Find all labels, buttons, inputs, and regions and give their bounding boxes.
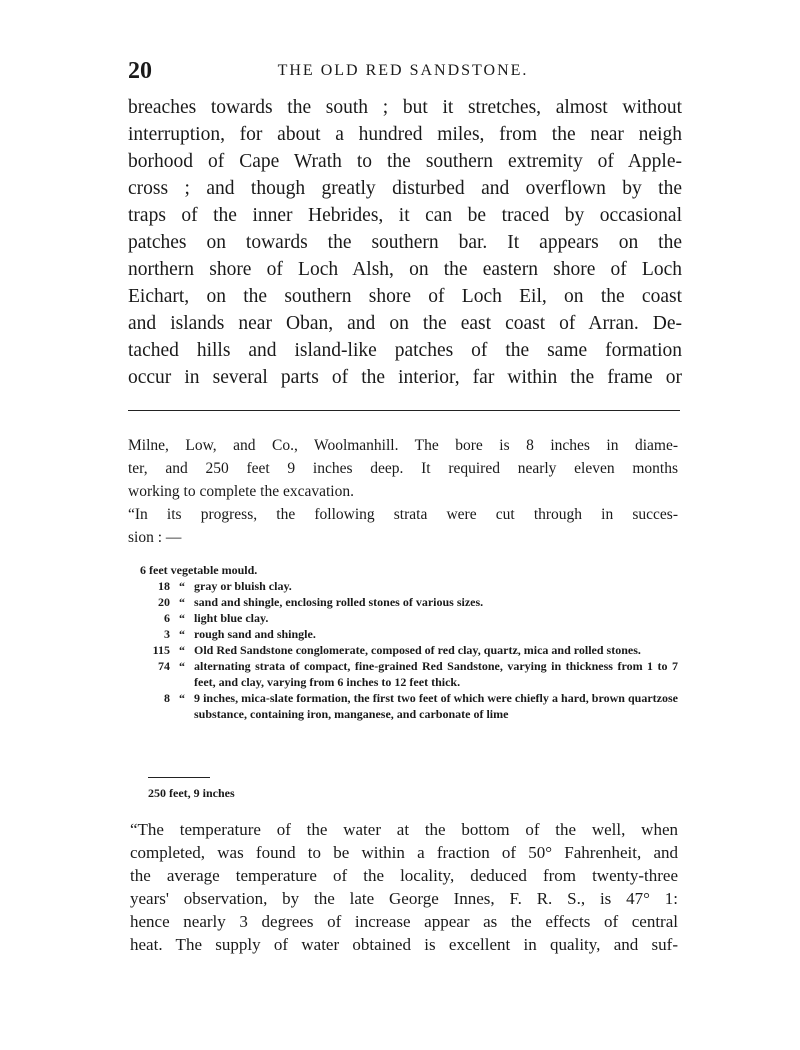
running-title: THE OLD RED SANDSTONE. bbox=[277, 62, 529, 79]
ditto-mark: “ bbox=[179, 627, 185, 641]
ditto-mark: “ bbox=[179, 579, 185, 593]
text-line: “The temperature of the water at the bottom of the well, when bbox=[130, 820, 678, 839]
strata-quantity: 20 bbox=[158, 595, 170, 609]
strata-quantity: 8 bbox=[164, 691, 170, 705]
ditto-mark: “ bbox=[179, 595, 185, 609]
strata-description: light blue clay. bbox=[194, 611, 269, 625]
strata-quantity: 6 bbox=[164, 611, 170, 625]
ditto-mark: “ bbox=[179, 659, 185, 673]
ditto-mark: “ bbox=[179, 611, 185, 625]
strata-quantity: 18 bbox=[158, 579, 170, 593]
strata-description: rough sand and shingle. bbox=[194, 627, 316, 641]
text-line: hence nearly 3 degrees of increase appear as the effects of central bbox=[130, 912, 678, 931]
text-line: the average temperature of the locality, deduced from twenty-three bbox=[130, 866, 678, 885]
page-header bbox=[118, 58, 688, 88]
text-line: and islands near Oban, and on the east coast of Arran. De- bbox=[128, 313, 682, 334]
strata-item bbox=[138, 610, 678, 626]
total-rule bbox=[148, 777, 210, 778]
footnote-text bbox=[128, 434, 678, 549]
text-line: tached hills and island-like patches of the same formation bbox=[128, 340, 682, 361]
continued-paragraph bbox=[130, 818, 678, 956]
text-line: breaches towards the south ; but it stretches, almost without bbox=[128, 97, 682, 118]
strata-item bbox=[138, 578, 678, 594]
text-line: heat. The supply of water obtained is excellent in quality, and suf- bbox=[130, 935, 678, 954]
text-line: Eichart, on the southern shore of Loch Eil, on the coast bbox=[128, 286, 682, 307]
footnote-line: “In its progress, the following strata were cut through in succes- bbox=[128, 506, 678, 523]
text-line: cross ; and though greatly disturbed and overflown by the bbox=[128, 178, 682, 199]
strata-item bbox=[138, 658, 678, 690]
strata-total: 250 feet, 9 inches bbox=[148, 786, 235, 800]
strata-description: alternating strata of compact, fine-grained Red Sandstone, varying in thickness from 1 to 7 feet, and clay, varying from 6 inches to 12 feet thick. bbox=[194, 659, 678, 689]
strata-item bbox=[138, 594, 678, 610]
strata-first-item: 6 feet vegetable mould. bbox=[140, 563, 258, 577]
footnote-line: Milne, Low, and Co., Woolmanhill. The bore is 8 inches in diame- bbox=[128, 437, 678, 454]
ditto-mark: “ bbox=[179, 643, 185, 657]
strata-description: gray or bluish clay. bbox=[194, 579, 292, 593]
page-number: 20 bbox=[128, 58, 152, 84]
strata-quantity: 74 bbox=[158, 659, 170, 673]
footnote-line: sion : — bbox=[128, 529, 182, 546]
main-paragraph bbox=[128, 94, 682, 391]
ditto-mark: “ bbox=[179, 691, 185, 705]
footnote-line: ter, and 250 feet 9 inches deep. It required nearly eleven months bbox=[128, 460, 678, 477]
footnote-separator bbox=[128, 410, 680, 411]
strata-item bbox=[138, 642, 678, 658]
strata-description: 9 inches, mica-slate formation, the first two feet of which were chiefly a hard, brown quartzose substance, containing iron, manganese, and carbonate of lime bbox=[194, 691, 678, 721]
strata-quantity: 115 bbox=[152, 643, 170, 657]
strata-list bbox=[138, 562, 678, 722]
strata-item bbox=[138, 690, 678, 722]
text-line: borhood of Cape Wrath to the southern extremity of Apple- bbox=[128, 151, 682, 172]
text-line: occur in several parts of the interior, far within the frame or bbox=[128, 367, 682, 388]
text-line: northern shore of Loch Alsh, on the eastern shore of Loch bbox=[128, 259, 682, 280]
footnote-line: working to complete the excavation. bbox=[128, 483, 354, 500]
strata-description: sand and shingle, enclosing rolled stones of various sizes. bbox=[194, 595, 484, 609]
strata-item bbox=[138, 626, 678, 642]
text-line: years' observation, by the late George Innes, F. R. S., is 47° 1: bbox=[130, 889, 678, 908]
strata-description: Old Red Sandstone conglomerate, composed of red clay, quartz, mica and rolled stones. bbox=[194, 643, 641, 657]
text-line: completed, was found to be within a fraction of 50° Fahrenheit, and bbox=[130, 843, 678, 862]
strata-quantity: 3 bbox=[164, 627, 170, 641]
text-line: interruption, for about a hundred miles, from the near neigh bbox=[128, 124, 682, 145]
text-line: patches on towards the southern bar. It appears on the bbox=[128, 232, 682, 253]
text-line: traps of the inner Hebrides, it can be traced by occasional bbox=[128, 205, 682, 226]
